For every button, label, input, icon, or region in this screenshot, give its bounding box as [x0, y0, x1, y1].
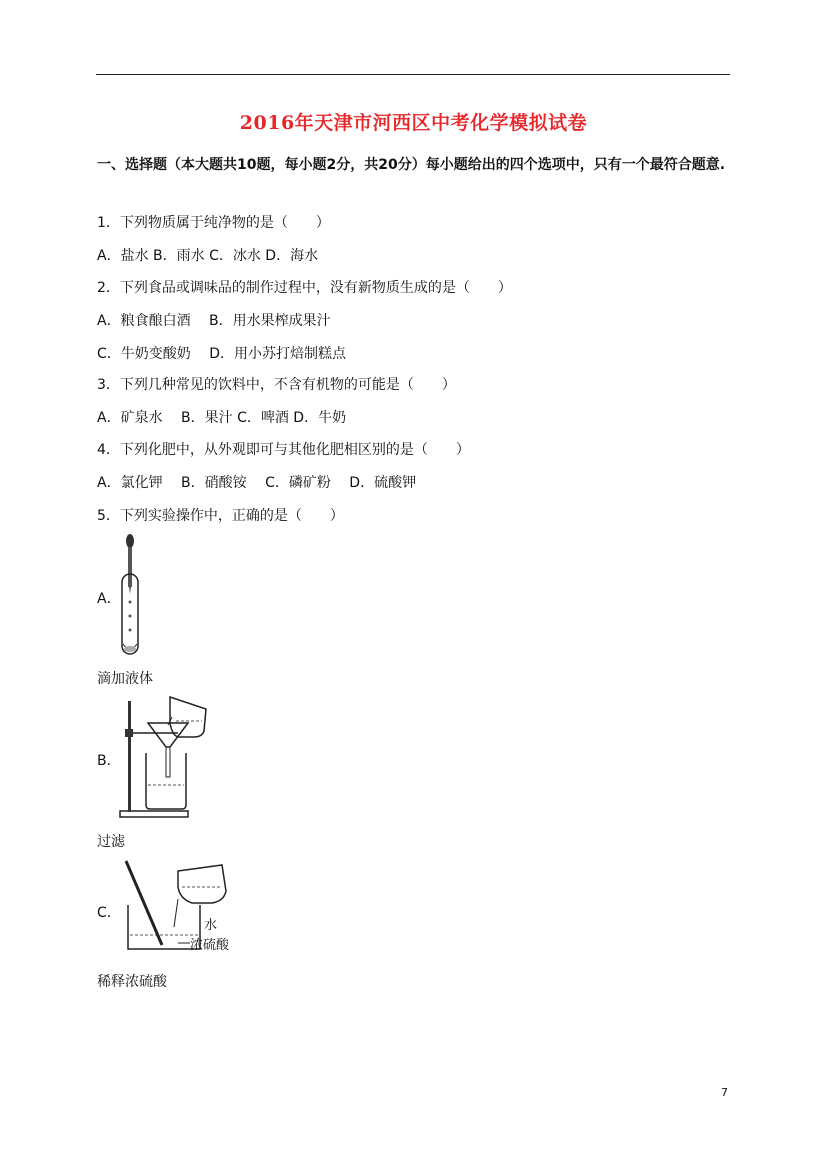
question-2-stem: 2．下列食品或调味品的制作过程中，没有新物质生成的是（ ）	[97, 280, 512, 296]
page-number: 7	[721, 1086, 728, 1099]
question-5-stem: 5．下列实验操作中，正确的是（ ）	[97, 508, 344, 524]
question-1-options: A．盐水 B．雨水 C．冰水 D．海水	[97, 248, 319, 264]
option-a-caption: 滴加液体	[97, 671, 153, 687]
sulfuric-acid-label: 浓硫酸	[190, 938, 230, 953]
option-a-letter: A．	[97, 591, 121, 607]
page-title: 2016年天津市河西区中考化学模拟试卷	[239, 112, 588, 134]
question-4-options: A．氯化钾 B．硝酸铵 C．磷矿粉 D．硫酸钾	[97, 475, 417, 491]
question-3-stem: 3．下列几种常见的饮料中，不含有机物的可能是（ ）	[97, 377, 456, 393]
question-2-options-ab: A．粮食酿白酒 B．用水果榨成果汁	[97, 313, 331, 329]
question-3-options: A．矿泉水 B．果汁 C．啤酒 D．牛奶	[97, 410, 347, 426]
option-c-letter: C．	[97, 905, 121, 921]
filtration-apparatus-icon	[118, 693, 213, 821]
header-rule	[96, 74, 730, 75]
option-c-caption: 稀释浓硫酸	[97, 974, 167, 990]
option-b-caption: 过滤	[97, 834, 125, 850]
question-2-options-cd: C．牛奶变酸奶 D．用小苏打焙制糕点	[97, 346, 347, 362]
water-label: 水	[204, 918, 218, 933]
question-1-stem: 1．下列物质属于纯净物的是（ ）	[97, 215, 330, 231]
option-b-letter: B．	[97, 753, 121, 769]
dilution-beaker-icon	[120, 857, 240, 955]
question-4-stem: 4．下列化肥中，从外观即可与其他化肥相区别的是（ ）	[97, 442, 470, 458]
dropper-test-tube-icon	[116, 532, 146, 662]
section-heading: 一、选择题（本大题共10题，每小题2分，共20分）每小题给出的四个选项中，只有一个最符合题意.	[97, 157, 726, 173]
